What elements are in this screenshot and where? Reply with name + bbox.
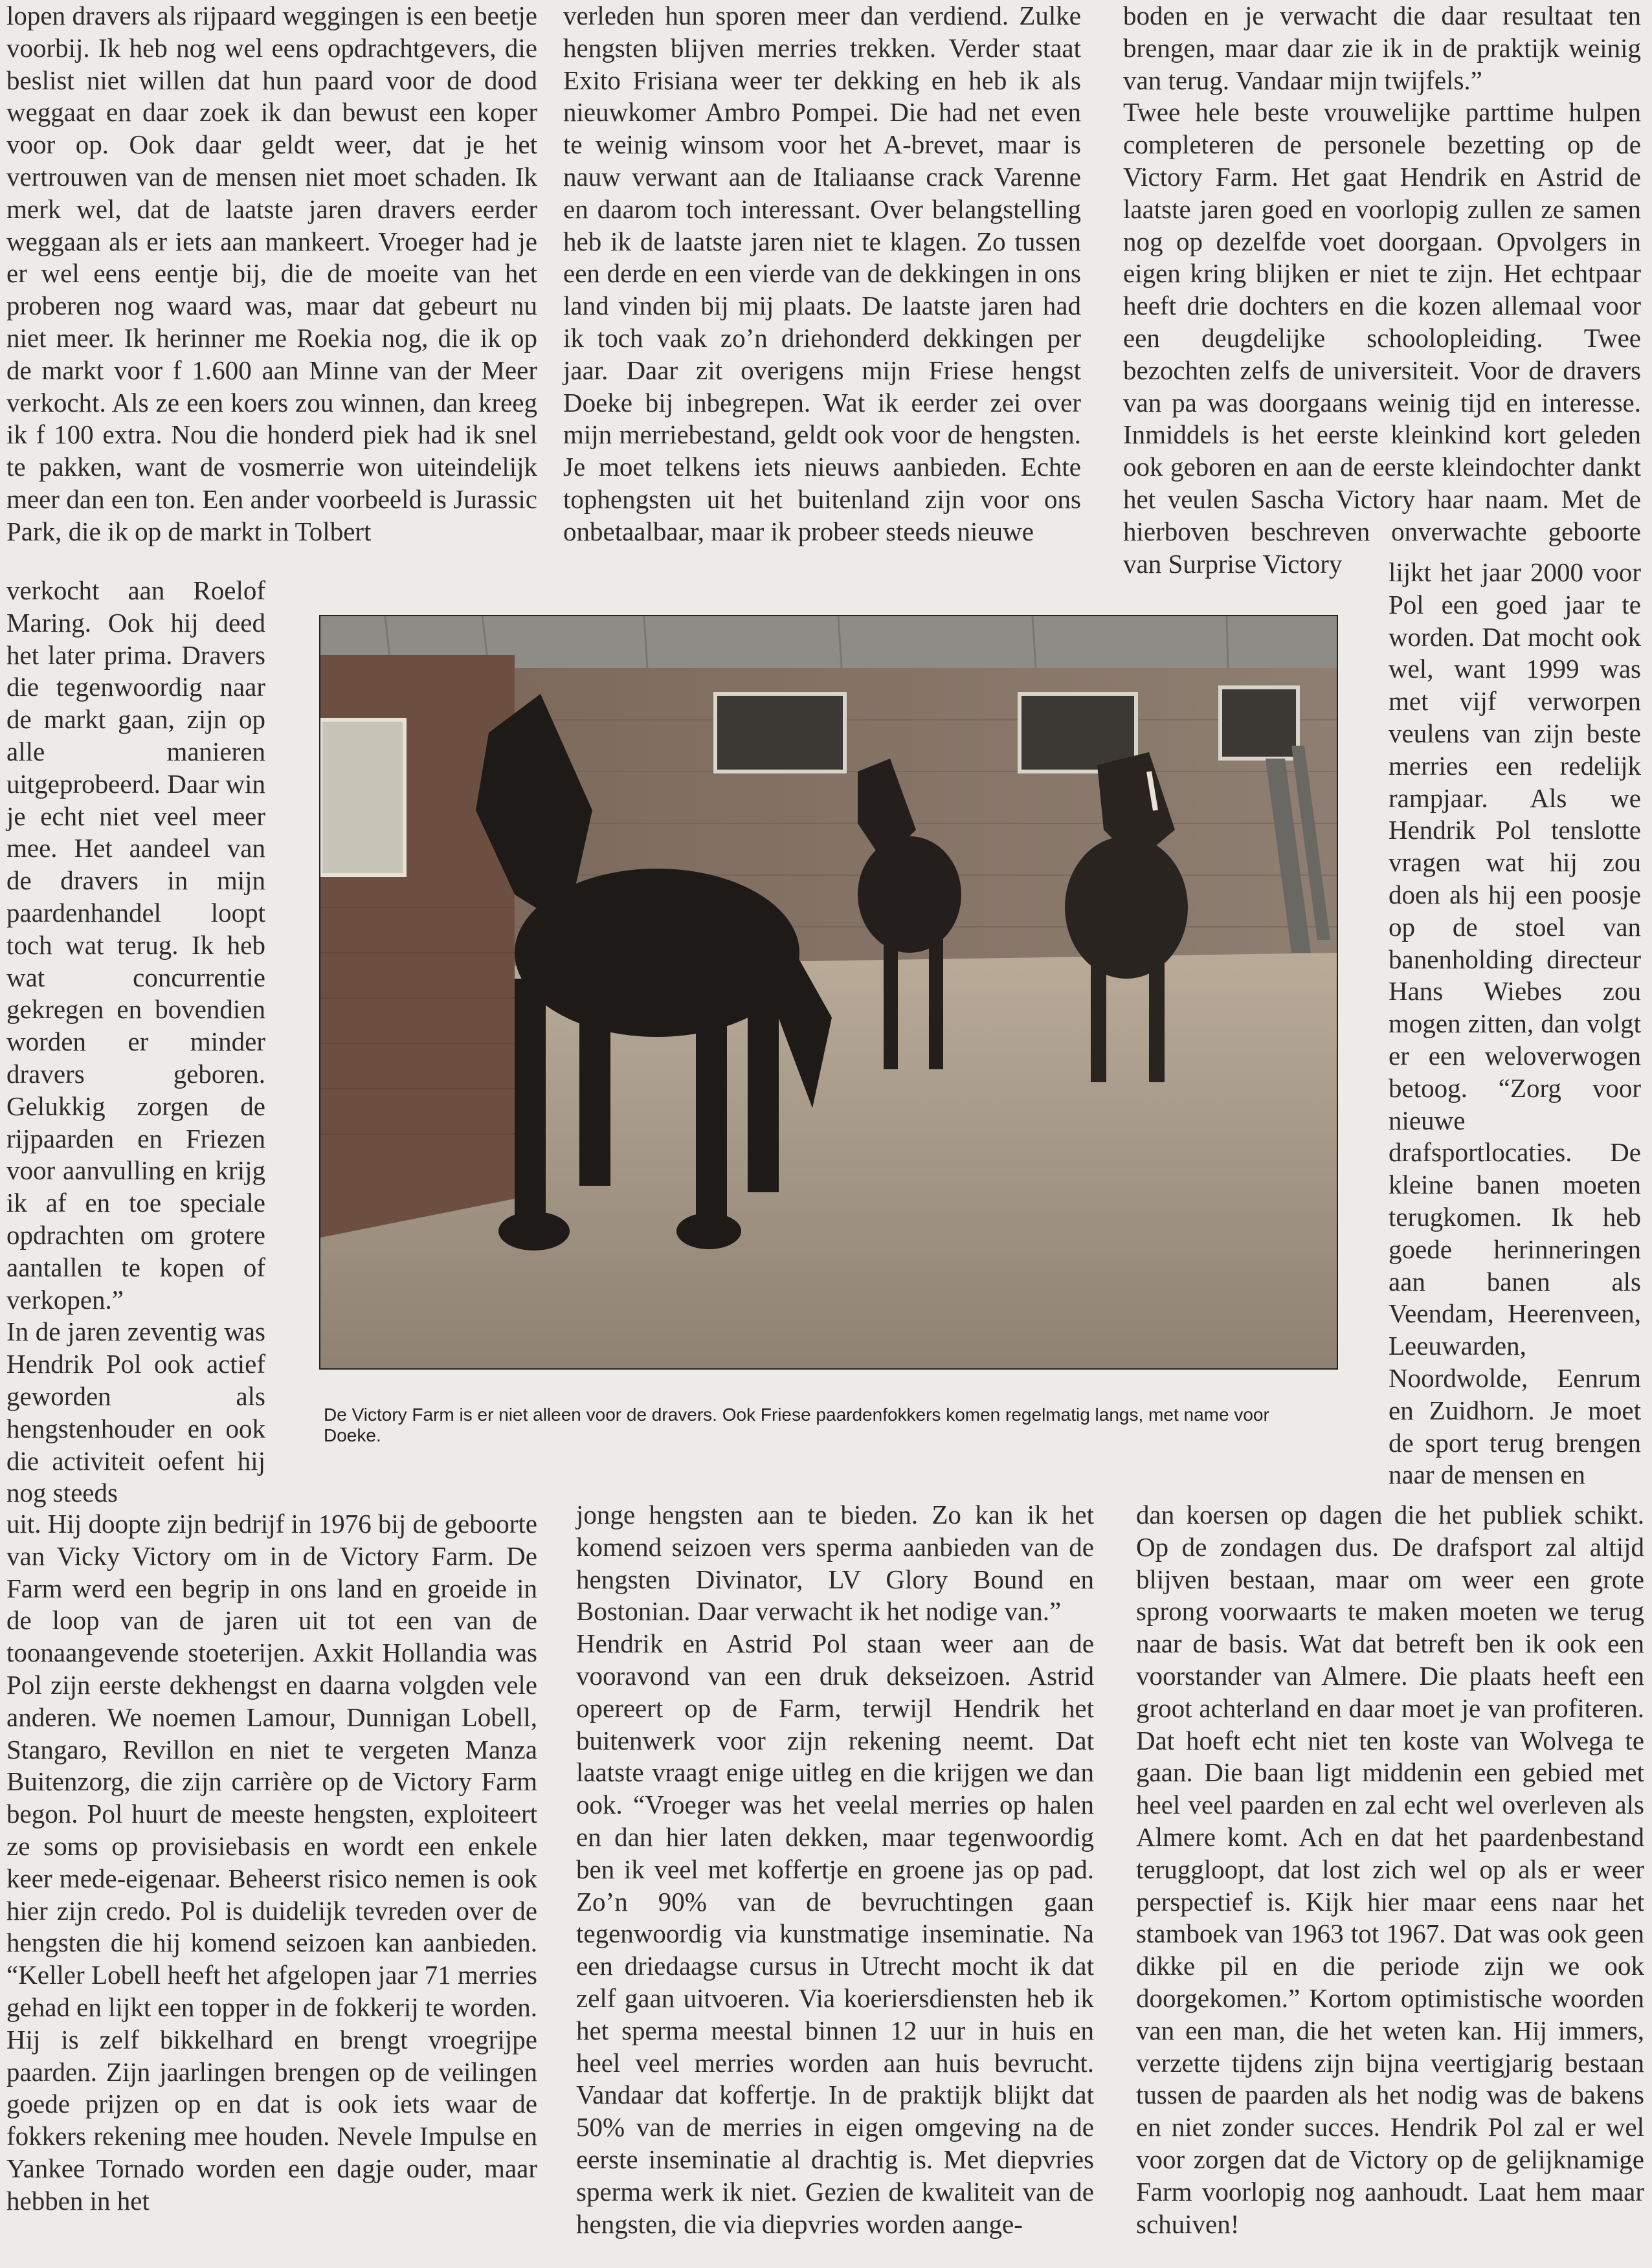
article-column-right-narrow	[1389, 557, 1641, 1491]
paragraph: Hendrik en Astrid Pol staan weer aan de vooravond van een druk dekseizoen. Astrid opereert op de Farm, terwijl Hendrik het buitenwerk voor zijn rekening neemt. Dat laatste vraagt enige uitleg en die krijgen we dan ook. “Vroeger was het veelal merries op halen en dan hier laten dekken, maar tegenwoordig ben ik veel met koffertje en groene jas op pad. Zo’n 90% van de bevruchtingen gaan tegenwoordig via kunstmatige inseminatie. Na een driedaagse cursus in Utrecht mocht ik dat zelf gaan uitvoeren. Via koeriersdiensten heb ik het sperma meestal binnen 12 uur in huis en heel veel merries worden aan huis bevrucht. Vandaar dat koffertje. In de praktijk blijkt dat 50% van de merries in eigen omgeving na de eerste inseminatie al drachtig is. Met diepvries sperma werk ik niet. Gezien de kwaliteit van de hengsten, die via diepvries worden aange-	[576, 1629, 1094, 2239]
article-column-left-narrow	[6, 575, 265, 1509]
paragraph: uit. Hij doopte zijn bedrijf in 1976 bij de geboorte van Vicky Victory om in de Victory Farm. De Farm werd een begrip in ons land en groeide in de loop van de jaren uit tot een van de toonaangevende stoeterijen. Axkit Hollandia was Pol zijn eerste dekhengst en daarna volgden vele anderen. We noemen Lamour, Dunnigan Lobell, Stangaro, Revillon en niet te vergeten Manza Buitenzorg, die zijn carrière op de Victory Farm begon. Pol huurt de meeste hengsten, exploiteert ze soms op provisiebasis en wordt een enkele keer mede-eigenaar. Beheerst risico nemen is ook hier zijn credo. Pol is duidelijk tevreden over de hengsten die hij komend seizoen kan aanbieden. “Keller Lobell heeft het afgelopen jaar 71 merries gehad en lijkt een topper in de fokkerij te worden. Hij is zelf bikkelhard en brengt vroegrijpe paarden. Zijn jaarlingen brengen op de veilingen goede prijzen op en dat is ook iets waar de fokkers rekening mee houden. Nevele Impulse en Yankee Tornado worden een dagje ouder, maar hebben in het	[6, 1509, 537, 2216]
photo-caption: De Victory Farm is er niet alleen voor de dravers. Ook Friese paardenfokkers komen regelmatig langs, met name voor Doeke.	[324, 1405, 1269, 1445]
paragraph: Twee hele beste vrouwelijke parttime hulpen completeren de personele bezetting op de Victory Farm. Het gaat Hendrik en Astrid de laatste jaren goed en voorlopig zullen ze samen nog op dezelfde voet doorgaan. Opvolgers in eigen kring blijken er niet te zijn. Het echtpaar heeft drie dochters en die kozen allemaal voor een deugdelijke schoolopleiding. Twee bezochten zelfs de universiteit. Voor de dravers van pa was doorgaans weinig tijd en interesse. Inmiddels is het eerste kleinkind kort geleden ook geboren en aan de eerste kleindochter dankt het veulen Sascha Victory haar naam. Met de hierboven beschreven onverwachte geboorte van Surprise Victory	[1123, 97, 1641, 579]
paragraph: verleden hun sporen meer dan verdiend. Zulke hengsten blijven merries trekken. Verder staat Exito Frisiana weer ter dekking en heb ik als nieuwkomer Ambro Pompei. Die had net even te weinig winsom voor het A-brevet, maar is nauw verwant aan de Italiaanse crack Varenne en daarom toch interessant. Over belangstelling heb ik de laatste jaren niet te klagen. Zo tussen een derde en een vierde van de dekkingen in ons land vinden bij mij plaats. De laatste jaren had ik toch vaak zo’n driehonderd dekkingen per jaar. Daar zit overigens mijn Friese hengst Doeke bij inbegrepen. Wat ik eerder zei over mijn merriebestand, geldt ook voor de hengsten. Je moet telkens iets nieuws aanbieden. Echte tophengsten uit het buitenland zijn voor ons onbetaalbaar, maar ik probeer steeds nieuwe	[563, 1, 1081, 546]
paragraph: boden en je verwacht die daar resultaat ten brengen, maar daar zie ik in de praktijk weinig van terug. Vandaar mijn twijfels.”	[1123, 1, 1641, 95]
paragraph: jonge hengsten aan te bieden. Zo kan ik het komend seizoen vers sperma aanbieden van de hengsten Divinator, LV Glory Bound en Bostonian. Daar verwacht ik het nodige van.”	[576, 1500, 1094, 1627]
article-column-top-middle	[563, 0, 1081, 548]
paragraph: In de jaren zeventig was Hendrik Pol ook actief geworden als hengstenhouder en ook die activiteit oefent hij nog steeds	[6, 1317, 265, 1508]
article-column-top-left	[6, 0, 537, 548]
horses-farm-photo	[319, 615, 1338, 1370]
article-column-bottom-right	[1136, 1499, 1644, 2240]
paragraph: lopen dravers als rijpaard weggingen is een beetje voorbij. Ik heb nog wel eens opdrachtgevers, die beslist niet willen dat hun paard voor de dood weggaat en daar zoek ik dan bewust een koper voor op. Ook daar geldt weer, dat je het vertrouwen van de mensen niet moet schaden. Ik merk wel, dat de laatste jaren dravers eerder weggaan als er iets aan mankeert. Vroeger had je er wel eens eentje bij, die de moeite van het proberen nog waard was, maar dat gebeurt nu niet meer. Ik herinner me Roekia nog, die ik op de markt voor f 1.600 aan Minne van der Meer verkocht. Als ze een koers zou winnen, dan kreeg ik f 100 extra. Nou die honderd piek had ik snel te pakken, want de vosmerrie won uiteindelijk meer dan een ton. Een ander voorbeeld is Jurassic Park, die ik op de markt in Tolbert	[6, 1, 537, 546]
paragraph: verkocht aan Roelof Maring. Ook hij deed het later prima. Dravers die tegenwoordig naar de markt gaan, zijn op alle manieren uitgeprobeerd. Daar win je echt niet veel meer mee. Het aandeel van de dravers in mijn paardenhandel loopt toch wat terug. Ik heb wat concurrentie gekregen en bovendien worden er minder dravers geboren. Gelukkig zorgen de rijpaarden en Friezen voor aanvulling en krijg ik af en toe speciale opdrachten om grotere aantallen te kopen of verkopen.”	[6, 575, 265, 1315]
article-column-top-right	[1123, 0, 1641, 580]
paragraph: dan koersen op dagen die het publiek schikt. Op de zondagen dus. De drafsport zal altijd blijven bestaan, maar om weer een grote sprong voorwaarts te maken moeten we terug naar de basis. Wat dat betreft ben ik ook een voorstander van Almere. Die plaats heeft een groot achterland en daar moet je van profiteren. Dat hoeft echt niet ten koste van Wolvega te gaan. Die baan ligt middenin een gebied met heel veel paarden en zal echt wel overleven als Almere komt. Ach en dat het paardenbestand teruggloopt, dat lost zich wel op als er weer perspectief is. Kijk hier maar eens naar het stamboek van 1963 tot 1967. Dat was ook geen dikke pil en die periode zijn we ook doorgekomen.” Kortom optimistische woorden van een man, die het weten kan. Hij immers, verzette tijdens zijn bijna veertigjarig bestaan tussen de paarden als het nodig was de bakens en niet zonder succes. Hendrik Pol zal er wel voor zorgen dat de Victory op de gelijknamige Farm voorlopig nog aanhoudt. Laat hem maar schuiven!	[1136, 1500, 1644, 2239]
article-column-bottom-left	[6, 1508, 537, 2218]
paragraph: lijkt het jaar 2000 voor Pol een goed jaar te worden. Dat mocht ook wel, want 1999 was met vijf verworpen veulens van zijn beste merries een redelijk rampjaar. Als we Hendrik Pol tenslotte vragen wat hij zou doen als hij een poosje op de stoel van banenholding directeur Hans Wiebes zou mogen zitten, dan volgt er een weloverwogen betoog. “Zorg voor nieuwe drafsportlocaties. De kleine banen moeten terugkomen. Ik heb goede herinneringen aan banen als Veendam, Heerenveen, Leeuwarden, Noordwolde, Eenrum en Zuidhorn. Je moet de sport terug brengen naar de mensen en	[1389, 557, 1641, 1490]
article-column-bottom-middle	[576, 1499, 1094, 2240]
